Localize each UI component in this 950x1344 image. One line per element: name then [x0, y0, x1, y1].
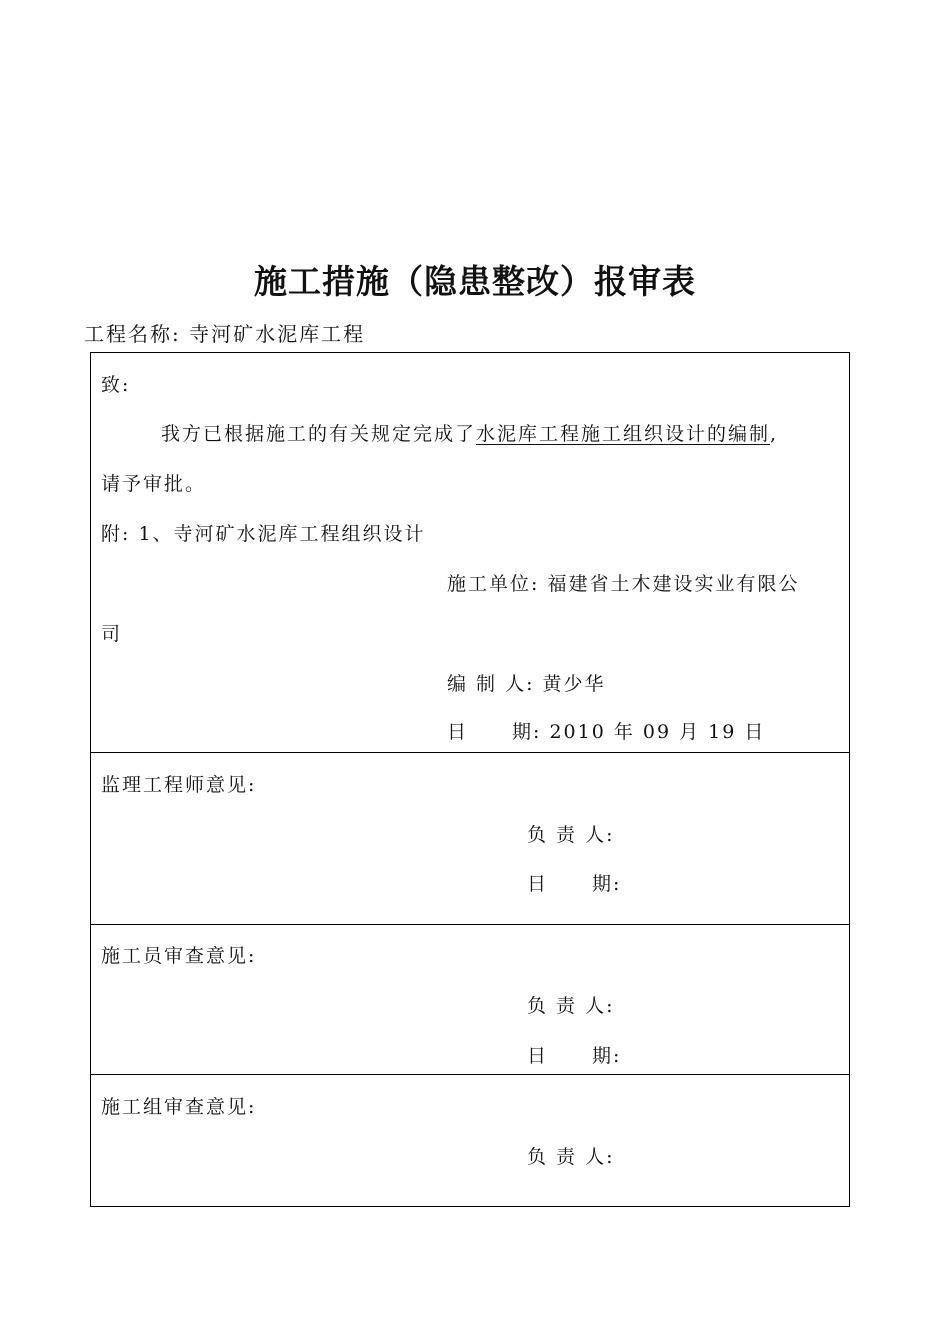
- form-title: 施工措施（隐患整改）报审表: [254, 262, 696, 301]
- row-divider: [91, 1074, 849, 1075]
- date-label-end: 期:: [592, 1045, 622, 1067]
- author-label: 编 制 人:: [447, 673, 535, 695]
- approval-form-table: [90, 352, 850, 1207]
- submission-body-underlined-1: 水泥库工程施工组织: [476, 423, 666, 445]
- attachment-line: 附: 1、寺河矿水泥库工程组织设计: [101, 523, 426, 545]
- submission-body-underlined-2: 设计的编制: [665, 423, 771, 445]
- supervisor-owner-label: 负 责 人:: [527, 824, 615, 846]
- submission-body-text: 我方已根据施工的有关规定完成了: [161, 423, 477, 445]
- author-line: [447, 669, 606, 696]
- author-value: 黄少华: [542, 673, 606, 695]
- date-label-end: 期:: [512, 721, 542, 743]
- project-name-value: 寺河矿水泥库工程: [189, 322, 366, 346]
- construction-unit: [447, 569, 799, 596]
- supervisor-date-line: [527, 869, 621, 896]
- submission-body: [161, 419, 778, 446]
- submission-date-line: [447, 717, 765, 744]
- submission-body-comma: ,: [770, 423, 779, 445]
- addressee-label: 致:: [101, 374, 131, 396]
- date-label-end: 期:: [592, 873, 622, 895]
- supervisor-opinion-heading: 监理工程师意见:: [101, 774, 257, 796]
- construction-unit-label: 施工单位:: [447, 573, 540, 595]
- row-divider: [91, 752, 849, 753]
- staff-review-heading: 施工员审查意见:: [101, 945, 257, 967]
- submission-body-line2: 请予审批。: [101, 473, 207, 495]
- project-name-label: 工程名称:: [84, 322, 181, 346]
- group-owner-label: 负 责 人:: [527, 1146, 615, 1168]
- construction-unit-value: 福建省土木建设实业有限公: [547, 573, 800, 595]
- staff-owner-label: 负 责 人:: [527, 995, 615, 1017]
- date-label-start: 日: [447, 721, 469, 743]
- staff-date-line: [527, 1041, 621, 1068]
- group-review-heading: 施工组审查意见:: [101, 1096, 257, 1118]
- date-label-start: 日: [527, 1045, 549, 1067]
- row-divider: [91, 924, 849, 925]
- submission-date-value: 2010 年 09 月 19 日: [549, 721, 766, 743]
- project-name-line: [84, 318, 365, 347]
- construction-unit-value-line2: 司: [101, 623, 123, 645]
- date-label-start: 日: [527, 873, 549, 895]
